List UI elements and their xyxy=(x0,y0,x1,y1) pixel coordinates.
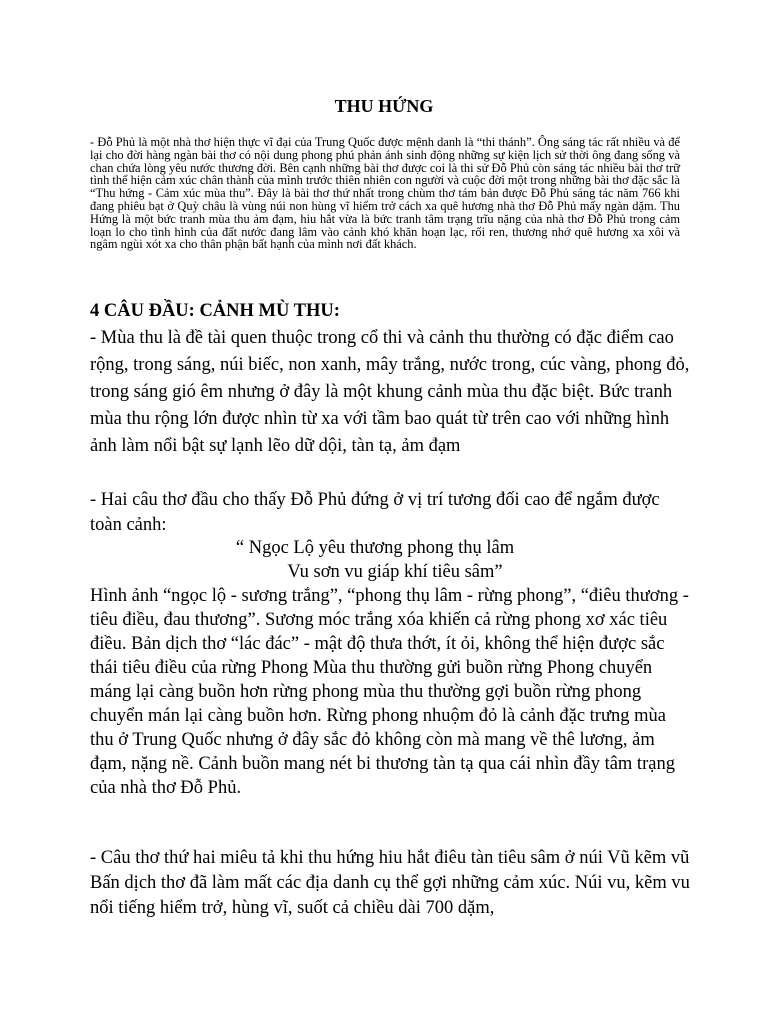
document-title: THU HỨNG xyxy=(334,96,434,116)
intro-paragraph: - Đỗ Phủ là một nhà thơ hiện thực vĩ đại của Trung Quốc được mệnh danh là “thi thánh”. Ông sáng tác rất nhiều và để lại cho đời hàng ngàn bài thơ có nội dung phong phú phản ánh sinh động những sự kiện lịch sử thời ông đang sống và chan chứa lòng yêu nước thương đời. Bên cạnh những bài thơ được coi là thi sử Đỗ Phủ còn sáng tác nhiều bài thơ trữ tình thể hiện cảm xúc chân thành của mình trước thiên nhiên con người và cuộc đời một trong những bài thơ đặc sắc là “Thu hứng - Cảm xúc mùa thu”. Đây là bài thơ thứ nhất trong chùm thơ tám bản được Đỗ Phủ sáng tác năm 766 khi đang phiêu bạt ở Quỳ châu là vùng núi non hùng vĩ hiểm trở cách xa quê hương nhà thơ Đỗ Phủ mấy ngàn dặm. Thu Hứng là một bức tranh mùa thu ảm đạm, hiu hắt vừa là bức tranh tâm trạng trĩu nặng của nhà thơ Đỗ Phủ trong cảm loạn lo cho tình hình của đất nước đang lâm vào cảnh khó khăn hoạn lạc, rối ren, thương nhớ quê hương xa xôi và ngâm ngùi xót xa cho thân phận bất hạnh của mình nơi đất khách. xyxy=(90,135,680,252)
paragraph-first-two-lines: - Hai câu thơ đầu cho thấy Đỗ Phủ đứng ở vị trí tương đối cao để ngắm được toàn cảnh: xyxy=(90,490,660,535)
section-heading: 4 CÂU ĐẦU: CẢNH MÙ THU: xyxy=(90,301,340,321)
paragraph-autumn-theme: - Mùa thu là đề tài quen thuộc trong cổ thi và cảnh thu thường có đặc điểm cao rộng, trong sáng, núi biếc, non xanh, mây trắng, nước trong, cúc vàng, phong đỏ, trong sáng gió êm nhưng ở đây là một khung cảnh mùa thu đặc biệt. Bức tranh mùa thu rộng lớn được nhìn từ xa với tầm bao quát từ trên cao với những hình ảnh làm nổi bật sự lạnh lẽo dữ dội, tàn tạ, ảm đạm xyxy=(90,328,690,456)
paragraph-imagery-analysis: Hình ảnh “ngọc lộ - sương trắng”, “phong thụ lâm - rừng phong”, “điêu thương - tiêu điều, đau thương”. Sương móc trắng xóa khiến cả rừng phong xơ xác tiêu điều. Bản dịch thơ “lác đác” - mật độ thưa thớt, ít ỏi, không thể hiện được sắc thái tiêu điều của rừng Phong Mùa thu thường gửi buồn rừng Phong chuyển máng lại càng buồn hơn rừng phong mùa thu thường gợi buồn rừng phong chuyển mán lại càng buồn hơn. Rừng phong nhuộm đỏ là cảnh đặc trưng mùa thu ở Trung Quốc nhưng ở đây sắc đỏ không còn mà mang về thê lương, ảm đạm, nặng nề. Cảnh buồn mang nét bi thương tàn tạ qua cái nhìn đầy tâm trạng của nhà thơ Đỗ Phủ. xyxy=(90,586,689,798)
verse-line-2: Vu sơn vu giáp khí tiêu sâm” xyxy=(287,562,503,582)
verse-line-1: “ Ngọc Lộ yêu thương phong thụ lâm xyxy=(235,538,515,558)
paragraph-second-line: - Câu thơ thứ hai miêu tả khi thu hứng hiu hắt điêu tàn tiêu sâm ở núi Vũ kẽm vũ Bấn dịch thơ đã làm mất các địa danh cụ thể gợi những cảm xúc. Núi vu, kẽm vu nổi tiếng hiểm trở, hùng vĩ, suốt cả chiều dài 700 dặm, xyxy=(90,848,690,918)
